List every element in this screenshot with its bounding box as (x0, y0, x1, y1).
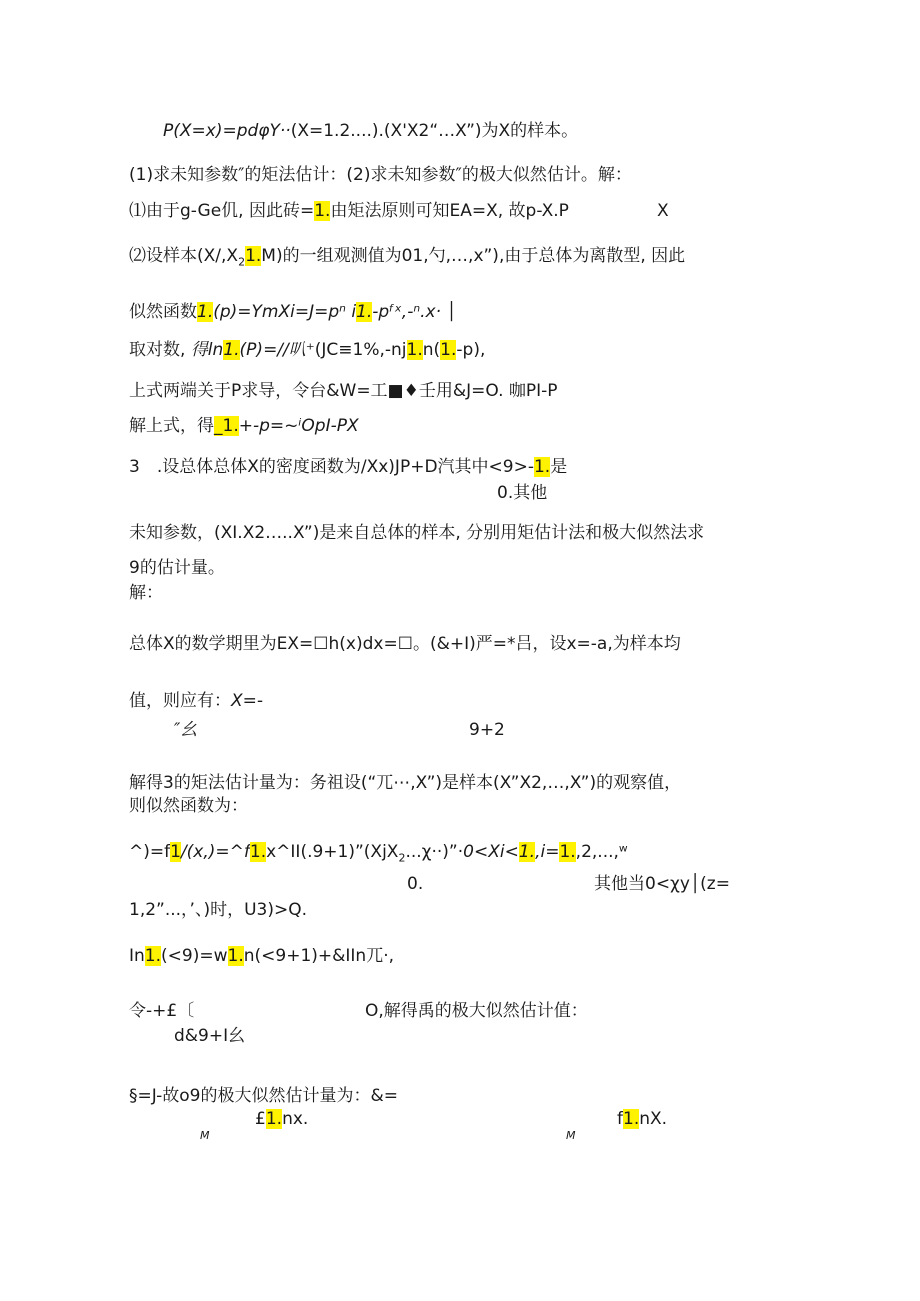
line-log-likelihood: In1.(<9)=w1.n(<9+1)+&IIn兀·, (129, 946, 395, 966)
highlight: 1. (245, 246, 262, 266)
highlight: _1. (214, 416, 239, 436)
small-m-right: M (566, 1129, 576, 1142)
line-derivative: 上式两端关于P求导，令台&W=工■♦壬用&J=O. 咖PI-P (129, 381, 558, 401)
small-m-left: M (200, 1129, 210, 1142)
highlight: 1. (533, 457, 551, 477)
highlight: 1. (144, 946, 162, 966)
highlight: 1. (518, 842, 536, 862)
line-problem-3: 3 .设总体总体X的密度函数为/Xx)JP+D汽其中<9>-1.是 (129, 457, 568, 477)
line-unknown-param: 未知参数，(XI.X2…..X”)是来自总体的样本, 分别用矩估计法和极大似然法求 (129, 523, 705, 543)
pmf-formula: P(X=x)=pdφY·· (163, 121, 291, 141)
line-should-have: 值，则应有：X=- (129, 691, 264, 711)
highlight: 1. (314, 201, 331, 221)
line-moment-result: 解得3的矩法估计量为：务祖设(“兀⋯,X”)是样本(X”X2,…,X”)的观察值， (129, 773, 682, 793)
line-likelihood-formula: ^)=f1/(x,)=^f1.x^II(.9+1)”(XjX$_2$...χ··)”·0<Xi<1.,i=1.,2,...,ʷ (129, 842, 628, 865)
line-expectation: 总体X的数学期里为EX=☐h(x)dx=☐。(&+I)严=*吕，设x=-a,为样本均 (129, 634, 681, 654)
line-moment-x: X (657, 201, 669, 221)
sum-right: f1.nX. (617, 1109, 668, 1129)
piecewise-otherwise: 其他当0<χy│(z= (594, 874, 730, 894)
highlight: 1. (223, 340, 240, 360)
highlight: 1. (623, 1109, 640, 1129)
highlight: 1 (170, 842, 181, 862)
line-condition: 1,2”...，’、)时，U3)>Q. (129, 900, 308, 920)
highlight: 1. (197, 302, 214, 322)
line-mle-estimator: §=J-故ο9的极大似然估计量为：&= (129, 1086, 399, 1106)
line-set-derivative: 令-+£〔 (129, 1001, 195, 1021)
sample-text: (X=1.2....).(X'X2“…X”)为X的样本。 (290, 121, 579, 141)
line-probability (163, 120, 578, 142)
highlight: 1. (559, 842, 576, 862)
line-mle-value: O,解得禹的极大似然估计值： (365, 1001, 588, 1021)
highlight: 1. (249, 842, 267, 862)
line-moment-solution: ⑴由于g-Ge仉, 因此砖=1.由矩法原则可知EA=X, 故p-X.P (129, 201, 569, 221)
line-questions: (1)求未知参数″的矩法估计：(2)求未知参数″的极大似然估计。解： (129, 165, 632, 185)
line-solve: 解上式，得_1.+-p=~ⁱOpI-PX (129, 416, 359, 436)
highlight: 1. (265, 1109, 283, 1129)
piecewise-zero: 0. (407, 874, 424, 894)
line-denominator: d&9+I幺 (174, 1026, 246, 1046)
sum-left: £1.nx. (255, 1109, 309, 1129)
line-likelihood: 似然函数1.(p)=YmXi=J=pⁿ i1.-pᶠˣ,-ⁿ.x· │ (129, 302, 457, 322)
fraction-denominator: 9+2 (469, 720, 505, 740)
fraction-numerator: ″幺 (174, 720, 198, 740)
highlight: 1. (227, 946, 244, 966)
line-estimator: 9的估计量。 (129, 558, 225, 578)
highlight: 1. (406, 340, 423, 360)
highlight: 1. (356, 302, 373, 322)
highlight: 1. (440, 340, 457, 360)
line-otherwise: 0.其他 (497, 483, 548, 503)
line-log: 取对数, 得ln1.(P)=∕∕叭⁺(JC≡1%,-nj1.n(1.-p), (129, 340, 486, 360)
line-likelihood-intro: 则似然函数为： (129, 796, 248, 816)
line-solution-label: 解： (129, 583, 163, 603)
line-sample-setup: ⑵设样本$(X/,X_21.M)$的一组观测值为01,勺,…,x”),由于总体为离散型, 因此 (129, 246, 686, 269)
